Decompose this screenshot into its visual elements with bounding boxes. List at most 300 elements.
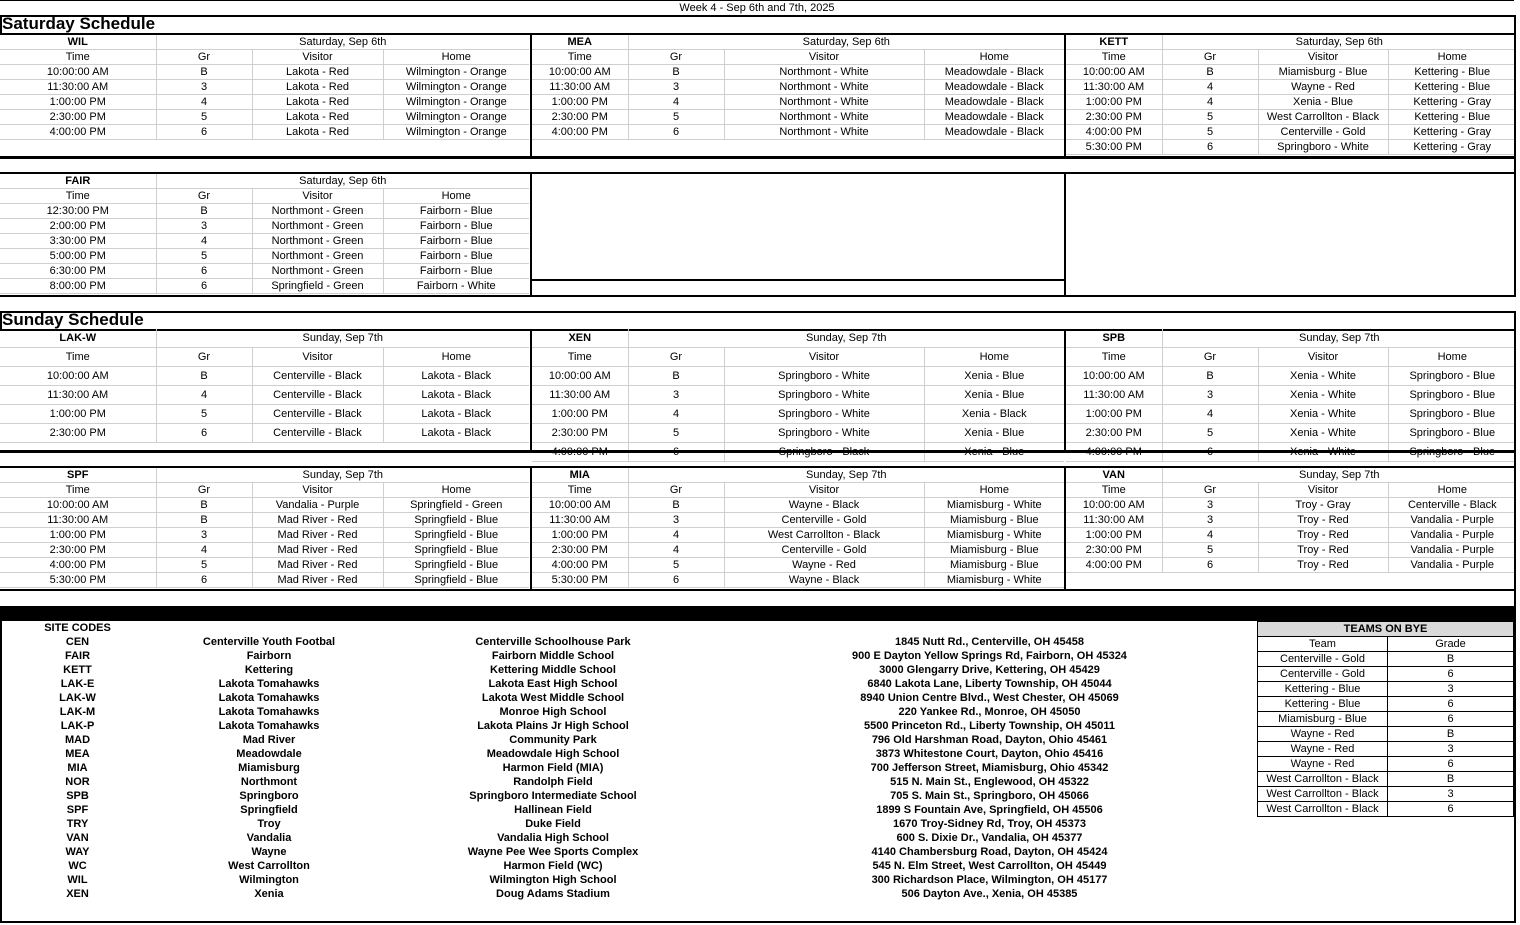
game-grade: 4 [156,95,252,110]
game-grade: B [628,65,724,80]
bye-team: Wayne - Red [1258,757,1388,772]
visitor-team: Xenia - White [1258,424,1388,443]
column-header-home: Home [383,348,529,367]
game-grade: 5 [156,405,252,424]
divider [1064,329,1066,450]
game-time: 10:00:00 AM [0,367,156,386]
divider [1514,311,1516,608]
visitor-team: Troy - Red [1258,513,1388,528]
site-address: 900 E Dayton Yellow Springs Rd, Fairborn, OH 45324 [852,650,1127,662]
site-address: 796 Old Harshman Road, Dayton, Ohio 45461 [871,734,1108,746]
divider [530,35,532,156]
home-team: Miamisburg - Blue [924,543,1064,558]
visitor-team: Mad River - Red [252,513,383,528]
game-time: 4:00:00 PM [1066,125,1162,140]
game-time: 11:30:00 AM [0,80,156,95]
column-header-gr: Gr [1162,483,1258,498]
column-header-gr: Gr [1162,348,1258,367]
game-date: Sunday, Sep 7th [628,329,1064,348]
game-row [532,573,1064,588]
game-grade: 4 [628,95,724,110]
game-grade: 4 [156,543,252,558]
game-time: 11:30:00 AM [532,386,628,405]
game-time: 4:00:00 PM [0,125,156,140]
saturday-title-bar [0,15,1516,35]
game-grade: 5 [1162,543,1258,558]
bye-team: Miamisburg - Blue [1258,712,1388,727]
game-time: 2:30:00 PM [1066,110,1162,125]
visitor-team: Lakota - Red [252,80,383,95]
site-field: Wilmington High School [489,874,617,886]
site-org: Troy [257,818,281,830]
site-code: SPB [1066,329,1162,348]
home-team: Lakota - Black [383,424,529,443]
visitor-team: Centerville - Black [252,405,383,424]
game-row [1066,543,1516,558]
site-field: Wayne Pee Wee Sports Complex [467,846,639,858]
game-row [532,110,1064,125]
game-row [1066,558,1516,573]
visitor-team: Xenia - White [1258,405,1388,424]
game-row [0,80,529,95]
site-address: 220 Yankee Rd., Monroe, OH 45050 [898,706,1081,718]
site-code: LAK-M [59,706,96,718]
home-team: Meadowdale - Black [924,65,1064,80]
bye-grade: 3 [1388,787,1514,802]
site-address: 1670 Troy-Sidney Rd, Troy, OH 45373 [893,818,1086,830]
game-grade: 3 [628,513,724,528]
game-time: 5:30:00 PM [532,573,628,588]
game-grade: 6 [156,125,252,140]
game-time: 11:30:00 AM [532,513,628,528]
home-team: Springboro - Blue [1388,367,1516,386]
game-row [1066,513,1516,528]
game-grade: B [156,65,252,80]
game-row [1066,80,1516,95]
home-team: Springboro - Blue [1388,405,1516,424]
game-time: 10:00:00 AM [1066,65,1162,80]
bye-header-team: Team [1258,637,1388,652]
divider [0,589,1516,591]
game-time: 5:00:00 PM [0,249,156,264]
site-field: Harmon Field (WC) [503,860,603,872]
game-row [1066,386,1516,405]
game-time: 11:30:00 AM [0,513,156,528]
visitor-team: Miamisburg - Blue [1258,65,1388,80]
column-header-gr: Gr [628,483,724,498]
game-time: 6:30:00 PM [0,264,156,279]
home-team: Vandalia - Purple [1388,543,1516,558]
site-address: 515 N. Main St., Englewood, OH 45322 [890,776,1089,788]
column-header-home: Home [383,189,529,204]
site-code: LAK-W [59,692,96,704]
site-address: 506 Dayton Ave., Xenia, OH 45385 [901,888,1078,900]
game-grade: 5 [156,249,252,264]
divider [0,295,1516,297]
game-row [0,424,529,443]
game-row [532,543,1064,558]
game-grade: 6 [156,264,252,279]
visitor-team: Troy - Red [1258,543,1388,558]
site-org: Northmont [240,776,298,788]
bye-grade: 3 [1388,742,1514,757]
game-row [0,125,529,140]
site-code: LAK-E [60,678,95,690]
visitor-team: Vandalia - Purple [252,498,383,513]
game-row [532,528,1064,543]
game-time: 2:30:00 PM [0,110,156,125]
divider [530,329,532,450]
bye-team: West Carrollton - Black [1258,772,1388,787]
game-time: 1:00:00 PM [1066,95,1162,110]
game-row [532,498,1064,513]
home-team: Miamisburg - White [924,498,1064,513]
home-team: Springfield - Blue [383,528,529,543]
game-row [0,558,529,573]
game-time: 11:30:00 AM [1066,386,1162,405]
sunday-title: Sunday Schedule [2,310,144,329]
game-grade: 4 [1162,80,1258,95]
visitor-team: Northmont - White [724,95,924,110]
column-header-time: Time [0,50,156,65]
column-header-time: Time [1066,483,1162,498]
visitor-team: Wayne - Black [724,498,924,513]
bye-team: Wayne - Red [1258,742,1388,757]
column-header-gr: Gr [156,50,252,65]
site-field: Kettering Middle School [490,664,616,676]
game-row [0,573,529,588]
home-team: Xenia - Blue [924,367,1064,386]
site-org: Wilmington [239,874,299,886]
site-address: 705 S. Main St., Springboro, OH 45066 [890,790,1089,802]
home-team: Springfield - Blue [383,558,529,573]
home-team: Meadowdale - Black [924,95,1064,110]
home-team: Fairborn - Blue [383,264,529,279]
site-org: Lakota Tomahawks [218,720,320,732]
visitor-team: Springboro - White [724,405,924,424]
game-time: 4:00:00 PM [532,125,628,140]
visitor-team: Northmont - White [724,80,924,95]
bye-grade: 6 [1388,712,1514,727]
game-date: Sunday, Sep 7th [1162,468,1516,483]
home-team: Xenia - Black [924,405,1064,424]
schedule-block-xen [532,329,1064,462]
game-time: 11:30:00 AM [1066,80,1162,95]
site-code: FAIR [64,650,91,662]
home-team: Xenia - Blue [924,424,1064,443]
visitor-team: Lakota - Red [252,65,383,80]
game-date: Saturday, Sep 6th [156,35,529,50]
game-row [532,558,1064,573]
schedule-block-spb [1066,329,1516,462]
site-field: Community Park [509,734,597,746]
game-grade: 4 [628,543,724,558]
schedule-block-spf [0,468,529,588]
site-address: 4140 Chambersburg Road, Dayton, OH 45424 [871,846,1108,858]
game-time: 10:00:00 AM [1066,498,1162,513]
site-codes-title: SITE CODES [44,622,111,634]
column-header-gr: Gr [156,483,252,498]
column-header-time: Time [1066,50,1162,65]
site-org: West Carrollton [228,860,310,872]
game-grade: 3 [156,528,252,543]
game-row [0,498,529,513]
site-org: Centerville Youth Footbal [202,636,336,648]
game-time: 4:00:00 PM [532,558,628,573]
site-code: WIL [67,874,88,886]
game-grade: 4 [156,386,252,405]
visitor-team: Centerville - Black [252,424,383,443]
game-time: 8:00:00 PM [0,279,156,294]
game-row [0,219,529,234]
visitor-team: Lakota - Red [252,95,383,110]
column-header-visitor: Visitor [724,50,924,65]
game-row [532,386,1064,405]
game-grade: 3 [1162,386,1258,405]
game-grade: 6 [156,424,252,443]
game-grade: B [1162,65,1258,80]
bye-team: Centerville - Gold [1258,652,1388,667]
column-header-gr: Gr [628,50,724,65]
game-row [0,405,529,424]
site-address: 600 S. Dixie Dr., Vandalia, OH 45377 [896,832,1083,844]
site-code: SPF [0,468,156,483]
home-team: Vandalia - Purple [1388,513,1516,528]
home-team: Wilmington - Orange [383,110,529,125]
divider [530,468,532,589]
game-grade: 3 [628,80,724,95]
column-header-gr: Gr [156,348,252,367]
site-field: Centerville Schoolhouse Park [475,636,631,648]
column-header-home: Home [1388,483,1516,498]
game-row [532,513,1064,528]
column-header-time: Time [1066,348,1162,367]
visitor-team: Xenia - Blue [1258,95,1388,110]
game-time: 11:30:00 AM [0,386,156,405]
site-org: Springboro [239,790,299,802]
home-team: Fairborn - Blue [383,204,529,219]
site-field: Monroe High School [499,706,607,718]
schedule-block-mea [532,35,1064,140]
site-field: Duke Field [525,818,581,830]
home-team: Springfield - Green [383,498,529,513]
site-address: 5500 Princeton Rd., Liberty Township, OH 45011 [863,720,1116,732]
column-header-time: Time [0,189,156,204]
game-grade: 4 [1162,528,1258,543]
site-code: WAY [65,846,90,858]
game-row [1066,110,1516,125]
game-row [0,528,529,543]
divider [1064,174,1066,295]
game-time: 10:00:00 AM [532,367,628,386]
game-date: Sunday, Sep 7th [628,468,1064,483]
site-field: Fairborn Middle School [491,650,615,662]
sheet-title: Week 4 - Sep 6th and 7th, 2025 [0,0,1514,16]
visitor-team: Centerville - Gold [724,513,924,528]
bye-grade: B [1388,772,1514,787]
site-org: Xenia [254,888,284,900]
game-grade: 6 [156,279,252,294]
site-code: LAK-W [0,329,156,348]
divider [1064,468,1066,589]
site-code: MIA [532,468,628,483]
site-code: SPF [66,804,89,816]
divider [1064,35,1066,156]
visitor-team: Wayne - Red [1258,80,1388,95]
game-date: Sunday, Sep 7th [156,468,529,483]
home-team: Miamisburg - Blue [924,513,1064,528]
game-row [1066,367,1516,386]
home-team: Kettering - Blue [1388,110,1516,125]
game-row [532,367,1064,386]
site-code: MAD [64,734,91,746]
game-grade: 3 [156,80,252,95]
game-time: 1:00:00 PM [532,405,628,424]
divider [0,450,1516,453]
game-time: 10:00:00 AM [1066,367,1162,386]
game-row [1066,140,1516,155]
game-time: 1:00:00 PM [1066,405,1162,424]
visitor-team: Wayne - Black [724,573,924,588]
game-row [1066,405,1516,424]
game-grade: B [156,513,252,528]
game-row [0,234,529,249]
home-team: Kettering - Gray [1388,95,1516,110]
game-grade: 5 [628,558,724,573]
game-time: 4:00:00 PM [1066,558,1162,573]
game-grade: 6 [628,125,724,140]
game-time: 5:30:00 PM [0,573,156,588]
site-org: Miamisburg [238,762,300,774]
site-field: Lakota East High School [488,678,618,690]
home-team: Wilmington - Orange [383,65,529,80]
site-org: Springfield [240,804,298,816]
home-team: Vandalia - Purple [1388,528,1516,543]
home-team: Springboro - Blue [1388,424,1516,443]
game-grade: 3 [1162,513,1258,528]
game-time: 11:30:00 AM [532,80,628,95]
game-grade: 3 [1162,498,1258,513]
site-org: Lakota Tomahawks [218,678,320,690]
divider [1514,174,1516,297]
column-header-visitor: Visitor [1258,50,1388,65]
home-team: Lakota - Black [383,386,529,405]
bye-team: Kettering - Blue [1258,697,1388,712]
game-time: 2:30:00 PM [1066,424,1162,443]
visitor-team: Wayne - Red [724,558,924,573]
home-team: Xenia - Blue [924,386,1064,405]
site-code: XEN [66,888,89,900]
site-field: Springboro Intermediate School [469,790,637,802]
site-address: 545 N. Elm Street, West Carrollton, OH 45449 [872,860,1107,872]
schedule-block-kett [1066,35,1516,155]
visitor-team: Troy - Red [1258,558,1388,573]
site-field: Doug Adams Stadium [496,888,610,900]
game-row [1066,498,1516,513]
site-address: 300 Richardson Place, Wilmington, OH 45177 [871,874,1108,886]
game-row [0,543,529,558]
bye-grade: 6 [1388,697,1514,712]
game-grade: B [628,498,724,513]
site-address: 700 Jefferson Street, Miamisburg, Ohio 45342 [870,762,1109,774]
game-time: 10:00:00 AM [532,498,628,513]
game-time: 11:30:00 AM [1066,513,1162,528]
column-header-home: Home [383,50,529,65]
game-row [0,204,529,219]
game-date: Sunday, Sep 7th [156,329,529,348]
column-header-gr: Gr [628,348,724,367]
game-row [0,513,529,528]
home-team: Springfield - Blue [383,573,529,588]
site-org: Wayne [251,846,287,858]
game-grade: 5 [156,558,252,573]
bye-grade: 6 [1388,757,1514,772]
game-grade: 4 [628,405,724,424]
saturday-title: Saturday Schedule [2,14,156,33]
visitor-team: Centerville - Gold [724,543,924,558]
game-grade: 6 [628,573,724,588]
home-team: Centerville - Black [1388,498,1516,513]
bye-team: Kettering - Blue [1258,682,1388,697]
column-header-home: Home [924,348,1064,367]
game-grade: B [628,367,724,386]
game-grade: 5 [1162,424,1258,443]
visitor-team: Springfield - Green [252,279,383,294]
home-team: Fairborn - Blue [383,249,529,264]
site-code: KETT [1066,35,1162,50]
game-row [532,125,1064,140]
visitor-team: Centerville - Black [252,367,383,386]
home-team: Kettering - Blue [1388,80,1516,95]
bye-header-grade: Grade [1388,637,1514,652]
game-time: 1:00:00 PM [0,405,156,424]
visitor-team: Xenia - White [1258,386,1388,405]
visitor-team: Springboro - White [724,424,924,443]
game-time: 12:30:00 PM [0,204,156,219]
game-time: 5:30:00 PM [1066,140,1162,155]
home-team: Fairborn - White [383,279,529,294]
column-header-visitor: Visitor [252,483,383,498]
game-row [1066,95,1516,110]
game-grade: B [156,204,252,219]
visitor-team: Mad River - Red [252,528,383,543]
schedule-block-wil [0,35,529,140]
game-grade: 6 [1162,558,1258,573]
game-time: 10:00:00 AM [0,498,156,513]
home-team: Meadowdale - Black [924,80,1064,95]
home-team: Springboro - Blue [1388,386,1516,405]
schedule-block-van [1066,468,1516,573]
bye-grade: 3 [1388,682,1514,697]
column-header-visitor: Visitor [1258,483,1388,498]
game-grade: 4 [1162,95,1258,110]
game-time: 2:30:00 PM [0,424,156,443]
visitor-team: Springboro - White [724,367,924,386]
column-header-gr: Gr [1162,50,1258,65]
site-org: Meadowdale [236,748,302,760]
game-time: 2:30:00 PM [532,424,628,443]
site-code: LAK-P [60,720,95,732]
home-team: Miamisburg - White [924,573,1064,588]
column-header-home: Home [383,483,529,498]
visitor-team: Troy - Gray [1258,498,1388,513]
sunday-title-bar [0,311,1516,331]
column-header-home: Home [924,50,1064,65]
site-org: Fairborn [246,650,292,662]
home-team: Springfield - Blue [383,513,529,528]
game-row [0,279,529,294]
site-code: WC [68,860,87,872]
